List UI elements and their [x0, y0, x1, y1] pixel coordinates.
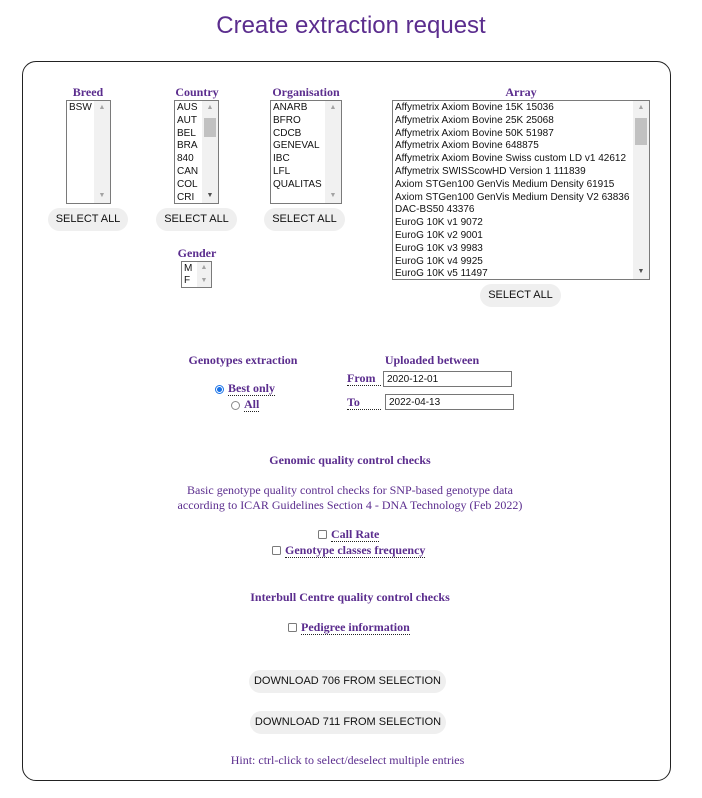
array-option[interactable]: Affymetrix Axiom Bovine 15K 15036 — [395, 102, 554, 113]
breed-option[interactable]: BSW — [69, 102, 92, 113]
array-option[interactable]: EuroG 10K v4 9925 — [395, 255, 483, 267]
country-label: Country — [175, 85, 219, 99]
to-date-input[interactable] — [385, 394, 514, 410]
country-option[interactable]: CRI — [177, 191, 195, 203]
pedigree-information-checkbox[interactable] — [288, 623, 297, 632]
array-option[interactable]: EuroG 10K v2 9001 — [395, 229, 483, 241]
download-711-button[interactable]: DOWNLOAD 711 FROM SELECTION — [250, 711, 446, 734]
array-select-all-button[interactable]: SELECT ALL — [480, 284, 561, 307]
array-option[interactable]: DAC-BS50 43376 — [395, 204, 475, 216]
scroll-down-arrow-icon[interactable]: ▼ — [329, 192, 337, 199]
array-option[interactable]: Affymetrix Axiom Bovine 50K 51987 — [395, 127, 554, 139]
genotypes-extraction-label: Genotypes extraction — [188, 353, 298, 367]
organisation-option[interactable]: CDCB — [273, 127, 302, 139]
array-option[interactable]: Affymetrix Axiom Bovine Swiss custom LD v1 42612 — [395, 153, 627, 165]
call-rate-checkbox[interactable] — [318, 530, 327, 539]
breed-scrollbar[interactable] — [94, 101, 110, 203]
organisation-scrollbar[interactable] — [325, 101, 341, 203]
organisation-option[interactable]: IBC — [273, 153, 290, 165]
gender-label: Gender — [177, 246, 217, 260]
array-option[interactable]: Affymetrix Axiom Bovine 25K 25068 — [395, 114, 554, 126]
country-options — [176, 102, 201, 204]
organisation-option[interactable]: ANARB — [273, 102, 308, 113]
interbull-qc-heading: Interbull Centre quality control checks — [250, 590, 450, 604]
scroll-down-arrow-icon[interactable]: ▼ — [200, 277, 208, 284]
breed-options — [68, 102, 93, 115]
genotype-classes-frequency-label[interactable]: Genotype classes frequency — [285, 543, 426, 557]
scroll-up-arrow-icon[interactable]: ▲ — [98, 104, 106, 111]
array-option[interactable]: Affymetrix Axiom Bovine 648875 — [395, 140, 539, 152]
scroll-down-arrow-icon[interactable]: ▼ — [206, 192, 214, 199]
from-label: From — [347, 372, 381, 386]
organisation-label: Organisation — [272, 85, 340, 99]
array-label: Array — [505, 85, 537, 99]
array-option[interactable]: Axiom STGen100 GenVis Medium Density 61915 — [395, 178, 615, 190]
best-only-label[interactable]: Best only — [228, 381, 276, 395]
array-option[interactable]: EuroG 10K v3 9983 — [395, 242, 483, 254]
country-option[interactable]: COL — [177, 178, 198, 190]
country-option[interactable]: BRA — [177, 140, 198, 152]
genotype-classes-frequency-checkbox[interactable] — [272, 546, 281, 555]
hint-text: Hint: ctrl-click to select/deselect multiple entries — [230, 753, 465, 767]
country-select-all-button[interactable]: SELECT ALL — [156, 208, 237, 231]
country-option[interactable]: 840 — [177, 153, 194, 165]
country-option[interactable]: BEL — [177, 127, 196, 139]
gender-option[interactable]: M — [184, 263, 193, 274]
pedigree-information-label[interactable]: Pedigree information — [301, 620, 410, 634]
genomic-qc-description-line1: Basic genotype quality control checks for SNP-based genotype data — [187, 483, 513, 497]
call-rate-label[interactable]: Call Rate — [331, 527, 380, 541]
organisation-option[interactable]: LFL — [273, 165, 291, 177]
array-options — [394, 102, 632, 280]
genomic-qc-description-line2: according to ICAR Guidelines Section 4 - DNA Technology (Feb 2022) — [177, 498, 523, 512]
array-listbox[interactable] — [392, 100, 650, 280]
array-option[interactable]: Affymetrix SWISScowHD Version 1 111839 — [395, 165, 586, 177]
organisation-listbox[interactable] — [270, 100, 342, 204]
breed-label: Breed — [72, 85, 104, 99]
scroll-down-arrow-icon[interactable]: ▼ — [98, 192, 106, 199]
gender-scrollbar[interactable] — [197, 262, 211, 287]
gender-options — [183, 263, 196, 287]
download-706-button[interactable]: DOWNLOAD 706 FROM SELECTION — [249, 670, 446, 693]
best-only-radio[interactable] — [215, 385, 224, 394]
from-date-input[interactable] — [383, 371, 512, 387]
organisation-select-all-button[interactable]: SELECT ALL — [264, 208, 345, 231]
to-label: To — [347, 396, 381, 410]
scrollbar-thumb[interactable] — [204, 118, 216, 137]
all-radio[interactable] — [231, 401, 240, 410]
breed-listbox[interactable] — [66, 100, 111, 204]
breed-select-all-button[interactable]: SELECT ALL — [48, 208, 128, 231]
organisation-option[interactable]: BFRO — [273, 114, 301, 126]
array-scrollbar[interactable] — [633, 101, 649, 279]
country-option[interactable]: CAN — [177, 165, 199, 177]
page-title: Create extraction request — [216, 12, 486, 39]
scroll-up-arrow-icon[interactable]: ▲ — [637, 104, 645, 111]
array-option[interactable]: Axiom STGen100 GenVis Medium Density V2 63836 — [395, 191, 630, 203]
organisation-options — [272, 102, 324, 192]
genomic-qc-heading: Genomic quality control checks — [269, 453, 431, 467]
gender-listbox[interactable] — [181, 261, 212, 288]
scroll-up-arrow-icon[interactable]: ▲ — [200, 264, 208, 271]
organisation-option[interactable]: QUALITAS — [273, 178, 322, 190]
scroll-down-arrow-icon[interactable]: ▼ — [637, 268, 645, 275]
country-option[interactable]: AUS — [177, 102, 198, 113]
scroll-up-arrow-icon[interactable]: ▲ — [329, 104, 337, 111]
all-label[interactable]: All — [244, 397, 260, 411]
uploaded-between-label: Uploaded between — [384, 353, 480, 367]
scrollbar-thumb[interactable] — [635, 118, 647, 145]
country-listbox[interactable] — [174, 100, 219, 204]
country-scrollbar[interactable] — [202, 101, 218, 203]
organisation-option[interactable]: GENEVAL — [273, 140, 320, 152]
scroll-up-arrow-icon[interactable]: ▲ — [206, 104, 214, 111]
gender-option[interactable]: F — [184, 275, 191, 286]
country-option[interactable]: AUT — [177, 114, 197, 126]
array-option[interactable]: EuroG 10K v1 9072 — [395, 217, 483, 229]
array-option[interactable]: EuroG 10K v5 11497 — [395, 268, 488, 280]
